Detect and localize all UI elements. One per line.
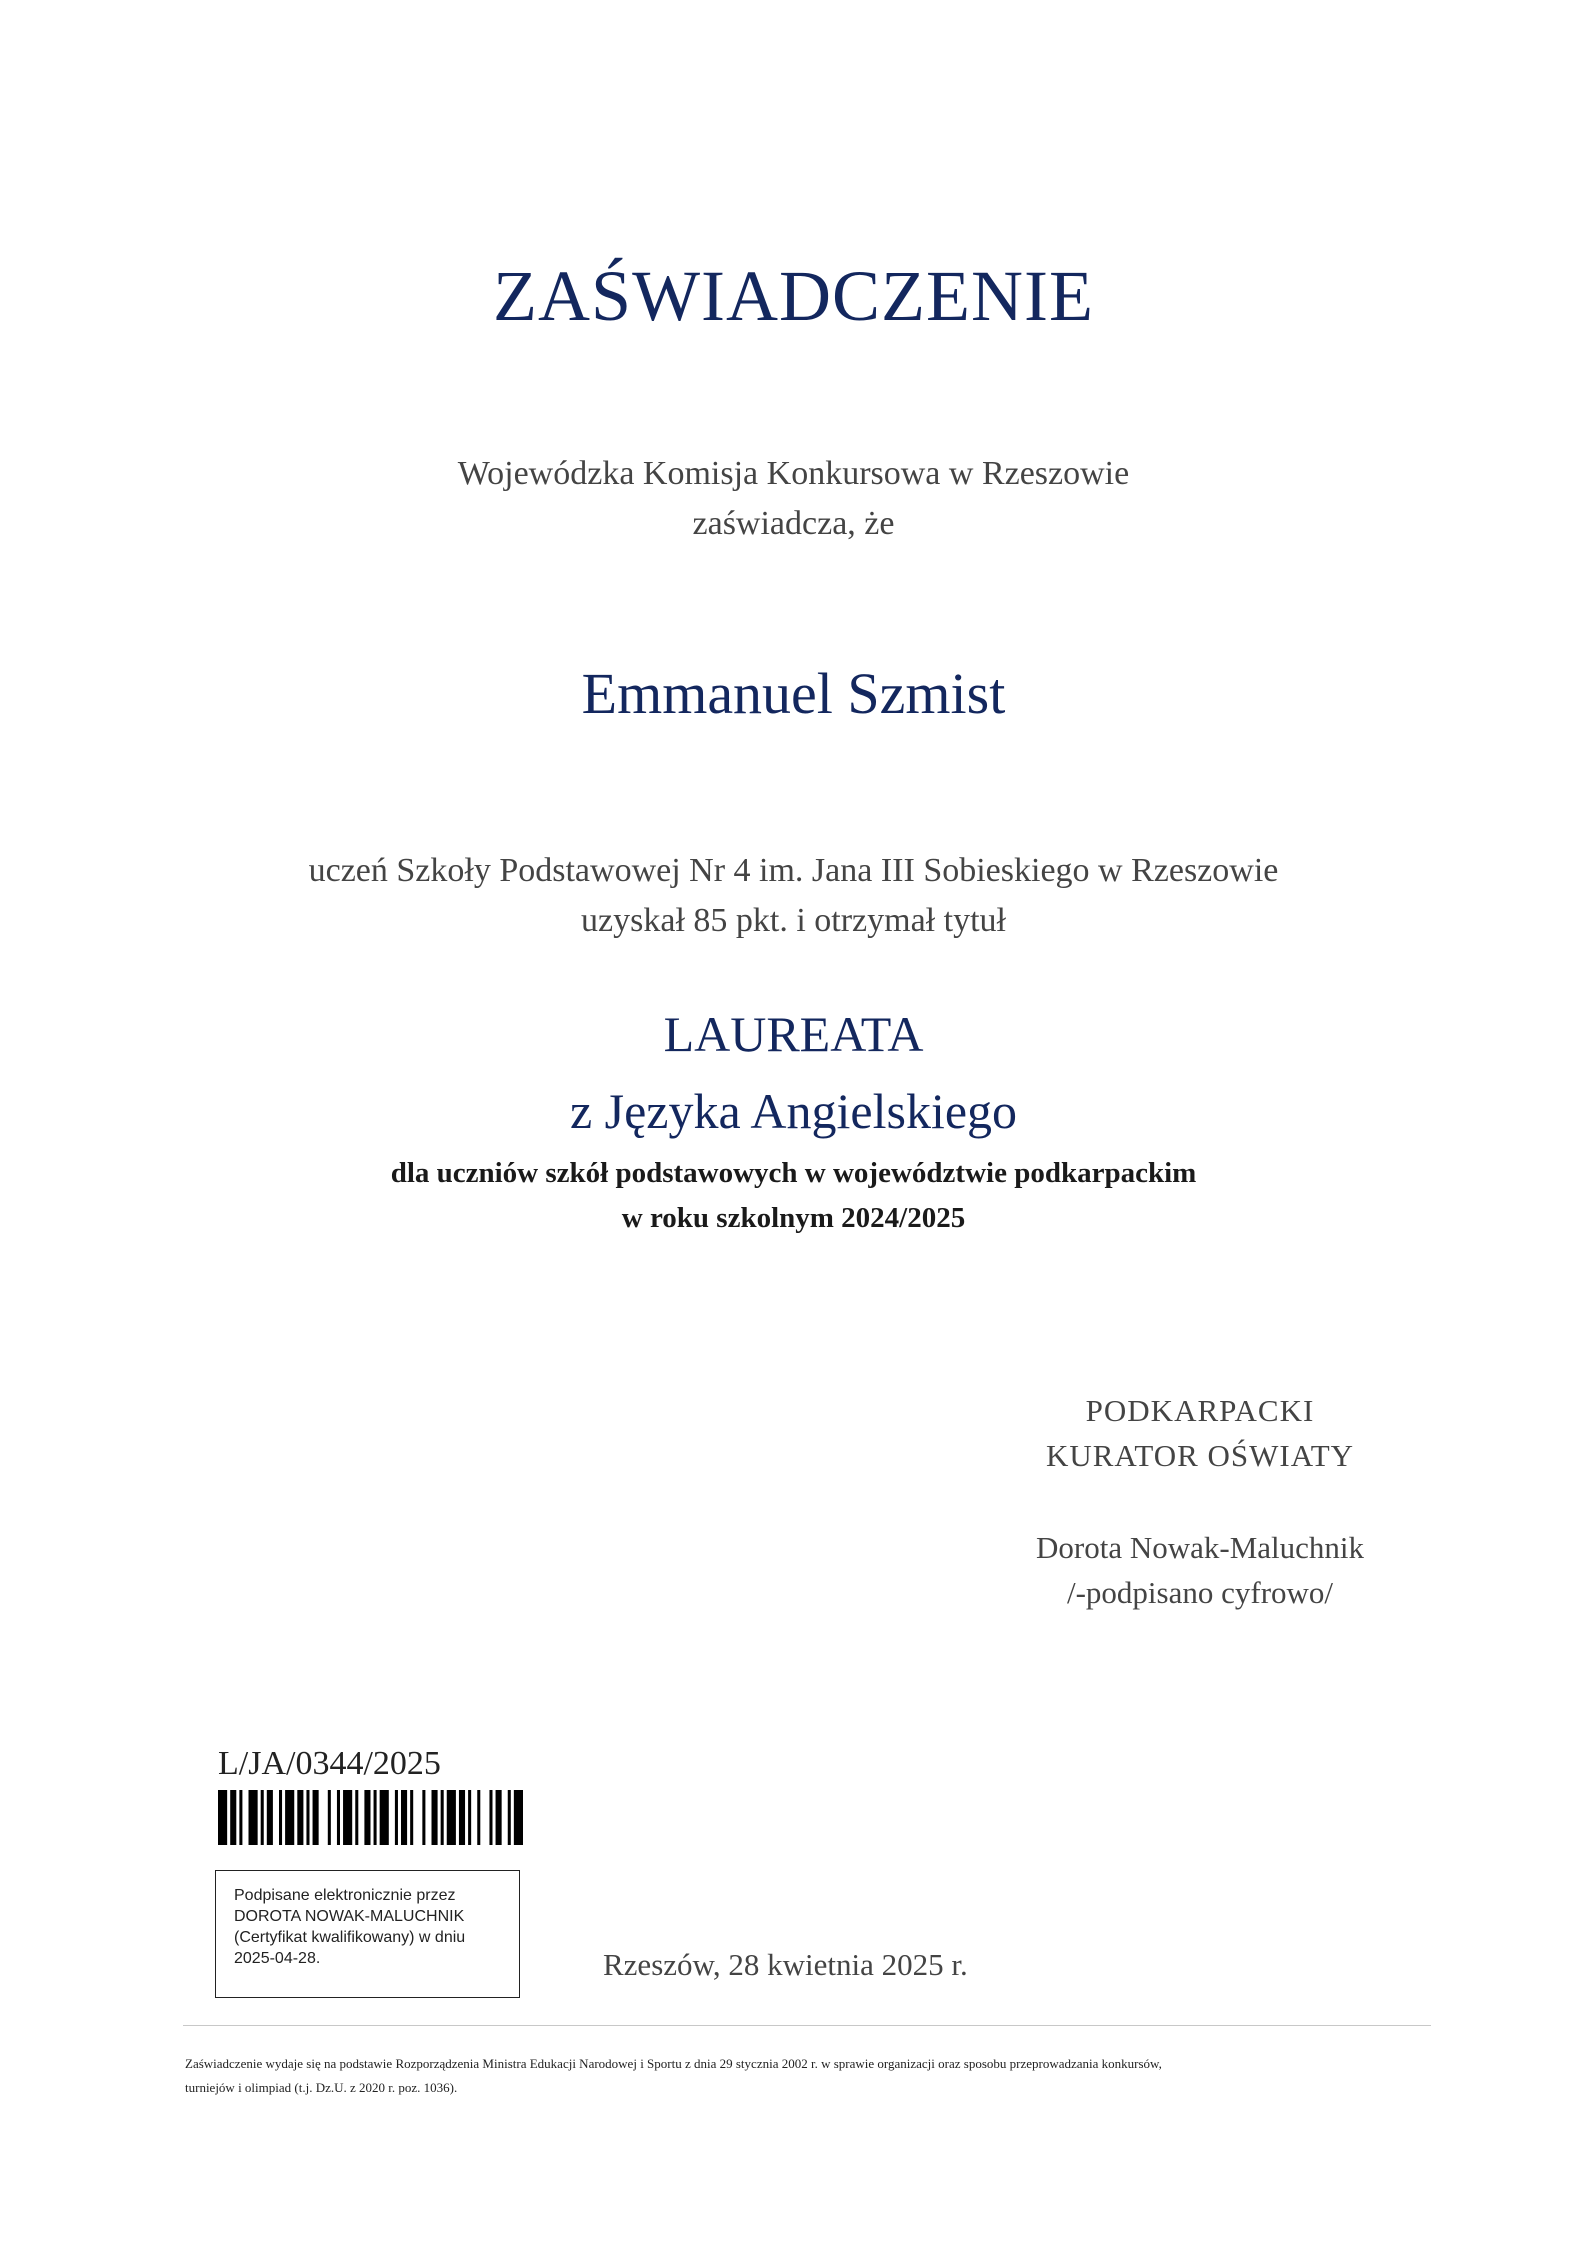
barcode-bar <box>410 1790 413 1845</box>
certificate-title: ZAŚWIADCZENIE <box>493 256 1094 336</box>
barcode-bar <box>261 1790 264 1845</box>
barcode-bar <box>337 1790 340 1845</box>
school-line: uczeń Szkoły Podstawowej Nr 4 im. Jana III Sobieskiego w Rzeszowie <box>308 852 1279 889</box>
footer-divider <box>183 2025 1431 2026</box>
barcode-bar <box>343 1790 352 1845</box>
barcode-bar <box>514 1790 523 1845</box>
esign-line-1: Podpisane elektronicznie przez <box>234 1887 456 1904</box>
barcode-bar <box>218 1790 227 1845</box>
barcode <box>218 1790 523 1845</box>
barcode-bar <box>459 1790 465 1845</box>
barcode-bar <box>313 1790 319 1845</box>
barcode-bar <box>447 1790 456 1845</box>
barcode-bar <box>401 1790 407 1845</box>
barcode-bar <box>395 1790 398 1845</box>
student-name: Emmanuel Szmist <box>581 661 1006 726</box>
barcode-bar <box>328 1790 331 1845</box>
award-subject: z Języka Angielskiego <box>569 1083 1018 1139</box>
barcode-bar <box>267 1790 273 1845</box>
reference-number: L/JA/0344/2025 <box>218 1745 441 1782</box>
barcode-bar <box>364 1790 370 1845</box>
footnote-line-2: turniejów i olimpiad (t.j. Dz.U. z 2020 r. poz. 1036). <box>185 2080 458 2095</box>
score-line: uzyskał 85 pkt. i otrzymał tytuł <box>581 902 1006 939</box>
scope-line: dla uczniów szkół podstawowych w województwie podkarpackim <box>390 1157 1197 1189</box>
office-line-2: KURATOR OŚWIATY <box>1045 1438 1355 1473</box>
barcode-bar <box>306 1790 309 1845</box>
digital-signature-note: /-podpisano cyfrowo/ <box>1066 1575 1334 1610</box>
signer-name: Dorota Nowak-Maluchnik <box>1036 1530 1364 1565</box>
barcode-bar <box>422 1790 425 1845</box>
barcode-bar <box>249 1790 258 1845</box>
legal-footnote <box>185 2052 1435 2100</box>
barcode-bar <box>230 1790 236 1845</box>
issuer-line: Wojewódzka Komisja Konkursowa w Rzeszowie <box>457 455 1130 492</box>
barcode-bar <box>477 1790 480 1845</box>
footnote-line-1: Zaświadczenie wydaje się na podstawie Rozporządzenia Ministra Edukacji Narodowej i Sportu z dnia 29 stycznia 2002 r. w sprawie organizacji oraz sposobu przeprowadzania konkursów, <box>185 2056 1162 2071</box>
esign-line-4: 2025-04-28. <box>234 1950 321 1967</box>
barcode-bar <box>468 1790 471 1845</box>
electronic-signature-stamp <box>215 1870 520 1998</box>
barcode-bar <box>297 1790 303 1845</box>
barcode-bar <box>279 1790 282 1845</box>
barcode-bar <box>496 1790 502 1845</box>
barcode-bar <box>508 1790 511 1845</box>
barcode-bar <box>489 1790 492 1845</box>
barcode-bar <box>285 1790 294 1845</box>
barcode-bar <box>380 1790 389 1845</box>
esign-line-2: DOROTA NOWAK-MALUCHNIK <box>234 1908 465 1925</box>
barcode-bar <box>239 1790 242 1845</box>
barcode-bar <box>355 1790 358 1845</box>
place-and-date: Rzeszów, 28 kwietnia 2025 r. <box>603 1947 968 1982</box>
award-title: LAUREATA <box>663 1006 924 1062</box>
esign-line-3: (Certyfikat kwalifikowany) w dniu <box>234 1929 466 1946</box>
barcode-bar <box>374 1790 377 1845</box>
barcode-bar <box>441 1790 444 1845</box>
barcode-bar <box>432 1790 438 1845</box>
certifies-line: zaświadcza, że <box>692 505 895 542</box>
office-line-1: PODKARPACKI <box>1085 1393 1315 1428</box>
school-year-line: w roku szkolnym 2024/2025 <box>621 1202 966 1234</box>
